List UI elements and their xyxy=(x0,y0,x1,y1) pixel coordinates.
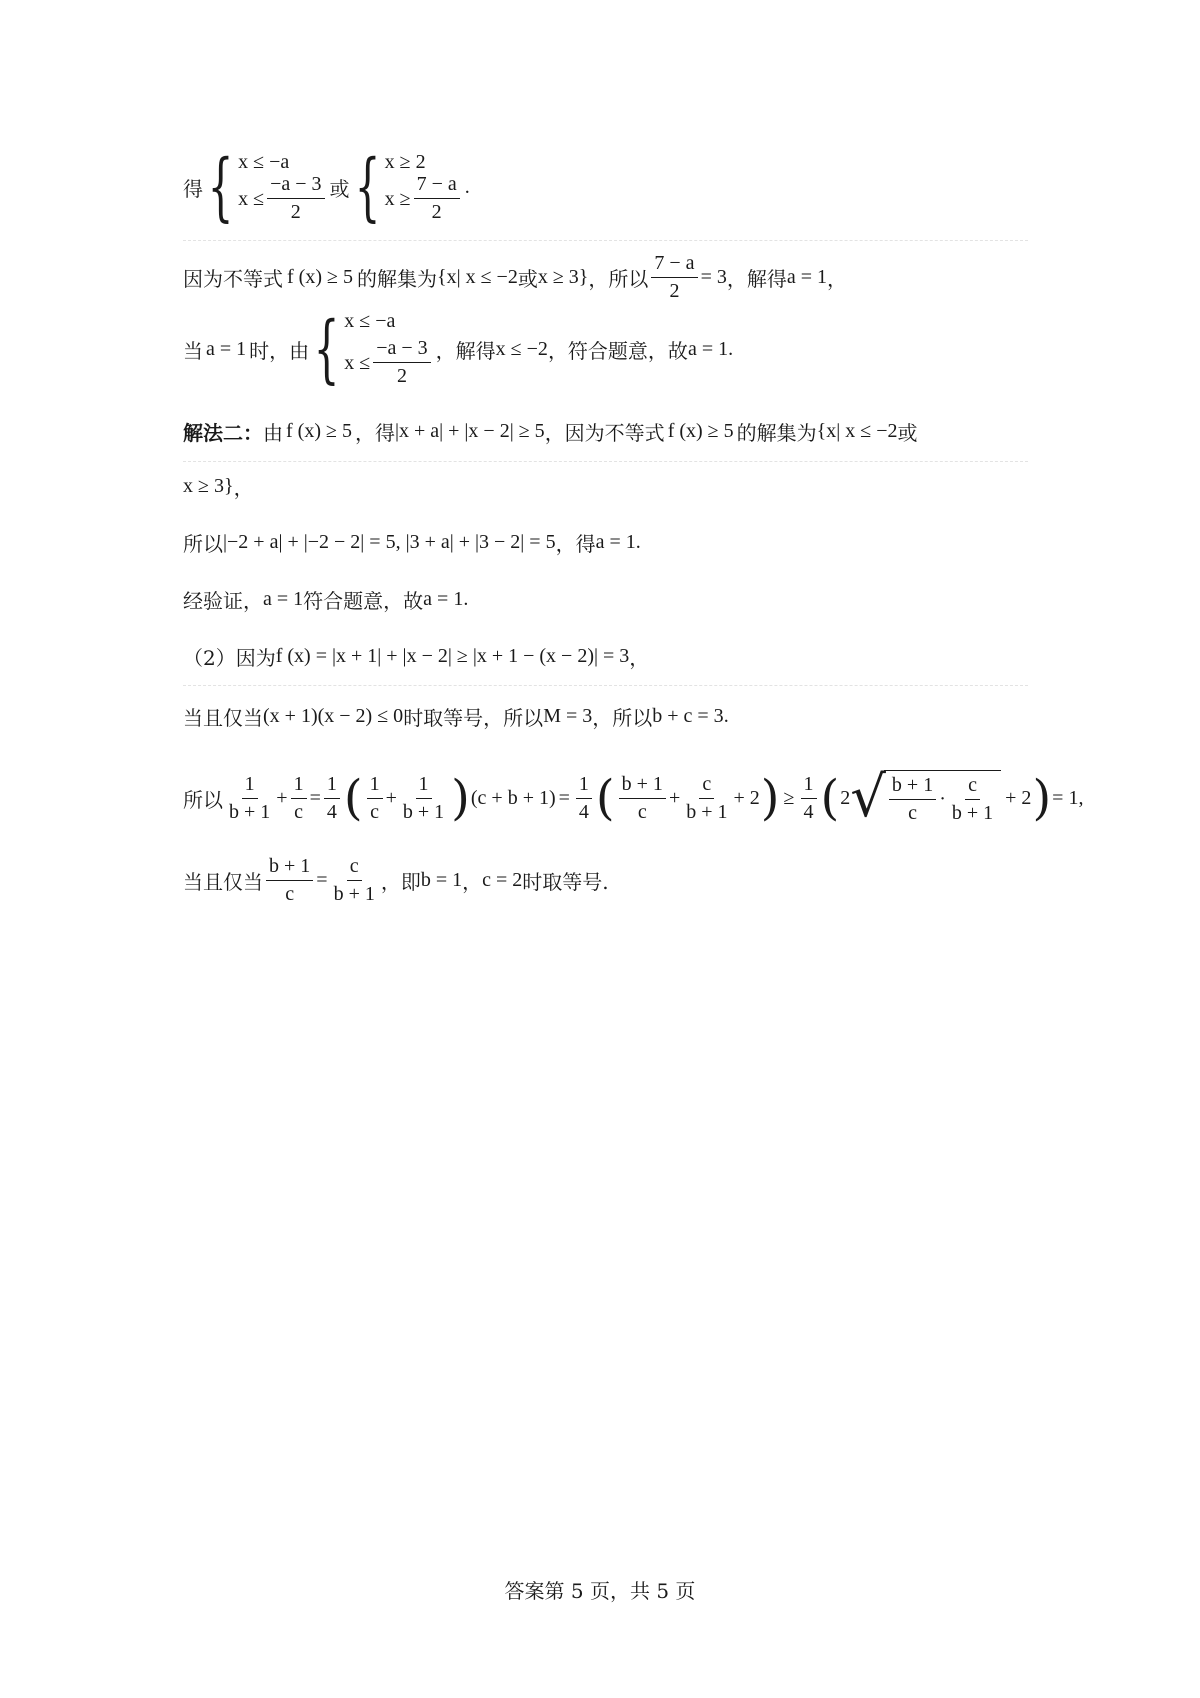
solution-line-7 xyxy=(183,585,468,614)
math: c = 2 xyxy=(482,869,523,891)
fraction: $\frac{c}{b + 1}$ xyxy=(686,772,728,823)
text: 符合题意，故 xyxy=(303,589,424,613)
operator: = xyxy=(309,786,321,809)
math: . xyxy=(635,531,641,553)
left-brace: { xyxy=(313,306,340,392)
solution-line-10 xyxy=(183,765,1084,830)
system-row: x ≤ −a xyxy=(344,310,396,332)
method-label: 解法二： xyxy=(183,421,263,445)
radical-sign: √ xyxy=(850,765,886,830)
system-row: x ≤ $\frac{-a - 3}{2}$ xyxy=(344,337,433,388)
text: 或 xyxy=(517,267,538,291)
divider xyxy=(183,461,1028,462)
text: 所以 xyxy=(183,787,223,812)
left-paren: ( xyxy=(595,770,615,826)
solution-line-11 xyxy=(183,855,609,906)
fraction: $\frac{1}{4}$ xyxy=(801,773,817,824)
text: ，得 xyxy=(354,421,395,445)
inequality-system-1 xyxy=(205,144,328,230)
fraction: $\frac{7 - a}{2}$ xyxy=(414,173,460,224)
fraction: $\frac{7 - a}{2}$ xyxy=(651,252,697,303)
left-paren: ( xyxy=(820,770,840,826)
math: b = 1 xyxy=(420,869,463,891)
text: 得 xyxy=(183,176,203,201)
text: ， xyxy=(233,476,254,500)
math: |−2 + a| + |−2 − 2| = 5, |3 + a| + |3 − 2| = 5 xyxy=(223,531,556,553)
text: 或 xyxy=(897,421,918,445)
math: . xyxy=(723,705,729,727)
math: a = 1 xyxy=(206,337,247,360)
right-paren: ) xyxy=(1032,770,1052,826)
math: (x + 1)(x − 2) ≤ 0 xyxy=(263,705,404,727)
solution-line-5 xyxy=(183,472,254,501)
solution-line-9 xyxy=(183,702,729,731)
fraction: $\frac{b + 1}{c}$ xyxy=(619,773,666,824)
math: 2 xyxy=(840,786,851,809)
math: (c + b + 1) xyxy=(470,786,556,809)
right-paren: ) xyxy=(760,770,780,826)
text: 由 xyxy=(263,421,283,445)
fraction: $\frac{b + 1}{c}$ xyxy=(266,855,313,906)
solution-line-4 xyxy=(183,417,918,446)
fraction: $\frac{1}{b + 1}$ xyxy=(402,772,445,823)
text: ，符合题意，故 xyxy=(547,338,688,363)
solution-line-3 xyxy=(183,306,734,392)
inequality-system xyxy=(311,306,434,392)
math: x ≥ 3} xyxy=(183,475,234,497)
text: ，因为不等式 xyxy=(544,421,665,445)
fraction: $\frac{1}{4}$ xyxy=(324,773,340,824)
math: x ≤ −2 xyxy=(495,337,548,360)
text: ， xyxy=(462,870,483,894)
math: f (x) ≥ 5 xyxy=(287,266,353,288)
math: f (x) = |x + 1| + |x − 2| ≥ |x + 1 − (x − 2)| = 3 xyxy=(275,645,630,667)
text: 当且仅当 xyxy=(183,870,263,894)
text: 或 xyxy=(329,176,350,201)
math: . xyxy=(463,588,469,610)
math: M = 3 xyxy=(543,705,593,727)
system-row: x ≤ −a xyxy=(238,151,290,173)
operator: · xyxy=(939,788,946,810)
operator: ≥ xyxy=(783,786,795,809)
fraction: $\frac{1}{b + 1}$ xyxy=(229,772,271,823)
solution-line-2 xyxy=(183,252,847,303)
math: = 1, xyxy=(1052,786,1084,809)
text: 当且仅当 xyxy=(183,706,263,730)
fraction: $\frac{1}{c}$ xyxy=(367,773,383,824)
math: a = 1 xyxy=(687,337,729,360)
fraction: $\frac{1}{c}$ xyxy=(291,773,307,824)
operator: + xyxy=(668,786,681,809)
left-brace: { xyxy=(207,144,234,230)
system-row: x ≥ 2 xyxy=(384,151,426,173)
text: 当 xyxy=(183,338,203,363)
fraction: $\frac{b + 1}{c}$ xyxy=(889,774,936,825)
text: ， xyxy=(629,646,650,670)
operator: + xyxy=(385,786,397,809)
text: ，所以 xyxy=(588,267,649,291)
math: x ≥ 3} xyxy=(537,266,589,288)
math: = 3 xyxy=(700,266,727,288)
math: b + c = 3 xyxy=(652,705,724,727)
text: 经验证， xyxy=(183,589,263,613)
operator: = xyxy=(316,869,328,891)
math: . xyxy=(728,337,734,360)
operator: = xyxy=(558,786,570,809)
text: . xyxy=(464,175,470,198)
text: 的解集为 xyxy=(736,421,817,445)
math: a = 1 xyxy=(786,266,827,288)
text: ， xyxy=(827,267,847,291)
fraction: $\frac{c}{b + 1}$ xyxy=(951,774,994,824)
math: + 2 xyxy=(1005,786,1032,809)
left-paren: ( xyxy=(343,770,363,826)
text: （2）因为 xyxy=(183,646,276,670)
operator: + xyxy=(276,786,288,809)
text: ，解得 xyxy=(726,267,787,291)
system-row: x ≤ $\frac{-a - 3}{2}$ xyxy=(238,173,327,224)
math: f (x) ≥ 5 xyxy=(286,420,352,442)
text: 因为不等式 xyxy=(183,267,283,291)
fraction: $\frac{c}{b + 1}$ xyxy=(333,855,375,905)
math: a = 1 xyxy=(595,531,636,553)
math: f (x) ≥ 5 xyxy=(667,420,734,442)
text: 时取等号，所以 xyxy=(403,706,544,730)
solution-line-6 xyxy=(183,528,641,557)
text: 时，由 xyxy=(249,338,310,363)
text: 时取等号. xyxy=(522,870,609,894)
text: 所以 xyxy=(183,532,223,556)
math: a = 1 xyxy=(263,588,304,610)
divider xyxy=(183,685,1028,686)
fraction: $\frac{-a - 3}{2}$ xyxy=(373,337,430,388)
text: ，解得 xyxy=(435,338,496,363)
math: a = 1 xyxy=(423,588,464,610)
math: + 2 xyxy=(733,786,760,809)
text: ，得 xyxy=(555,532,596,556)
fraction: $\frac{-a - 3}{2}$ xyxy=(267,173,324,224)
math: {x| x ≤ −2 xyxy=(436,266,518,288)
solution-line-1 xyxy=(183,144,470,230)
math: |x + a| + |x − 2| ≥ 5 xyxy=(394,420,545,442)
math: {x| x ≤ −2 xyxy=(816,420,898,442)
text: 的解集为 xyxy=(356,267,437,291)
text: ，即 xyxy=(380,870,421,894)
solution-line-8 xyxy=(183,642,649,671)
left-brace: { xyxy=(354,144,381,230)
inequality-system-2 xyxy=(352,144,463,230)
divider xyxy=(183,240,1028,241)
square-root xyxy=(850,765,1001,830)
system-row: x ≥ $\frac{7 - a}{2}$ xyxy=(385,173,463,224)
right-paren: ) xyxy=(451,770,470,826)
text: ，所以 xyxy=(592,706,653,730)
fraction: $\frac{1}{4}$ xyxy=(576,773,592,824)
page-footer: 答案第 5 页，共 5 页 xyxy=(504,1579,696,1603)
